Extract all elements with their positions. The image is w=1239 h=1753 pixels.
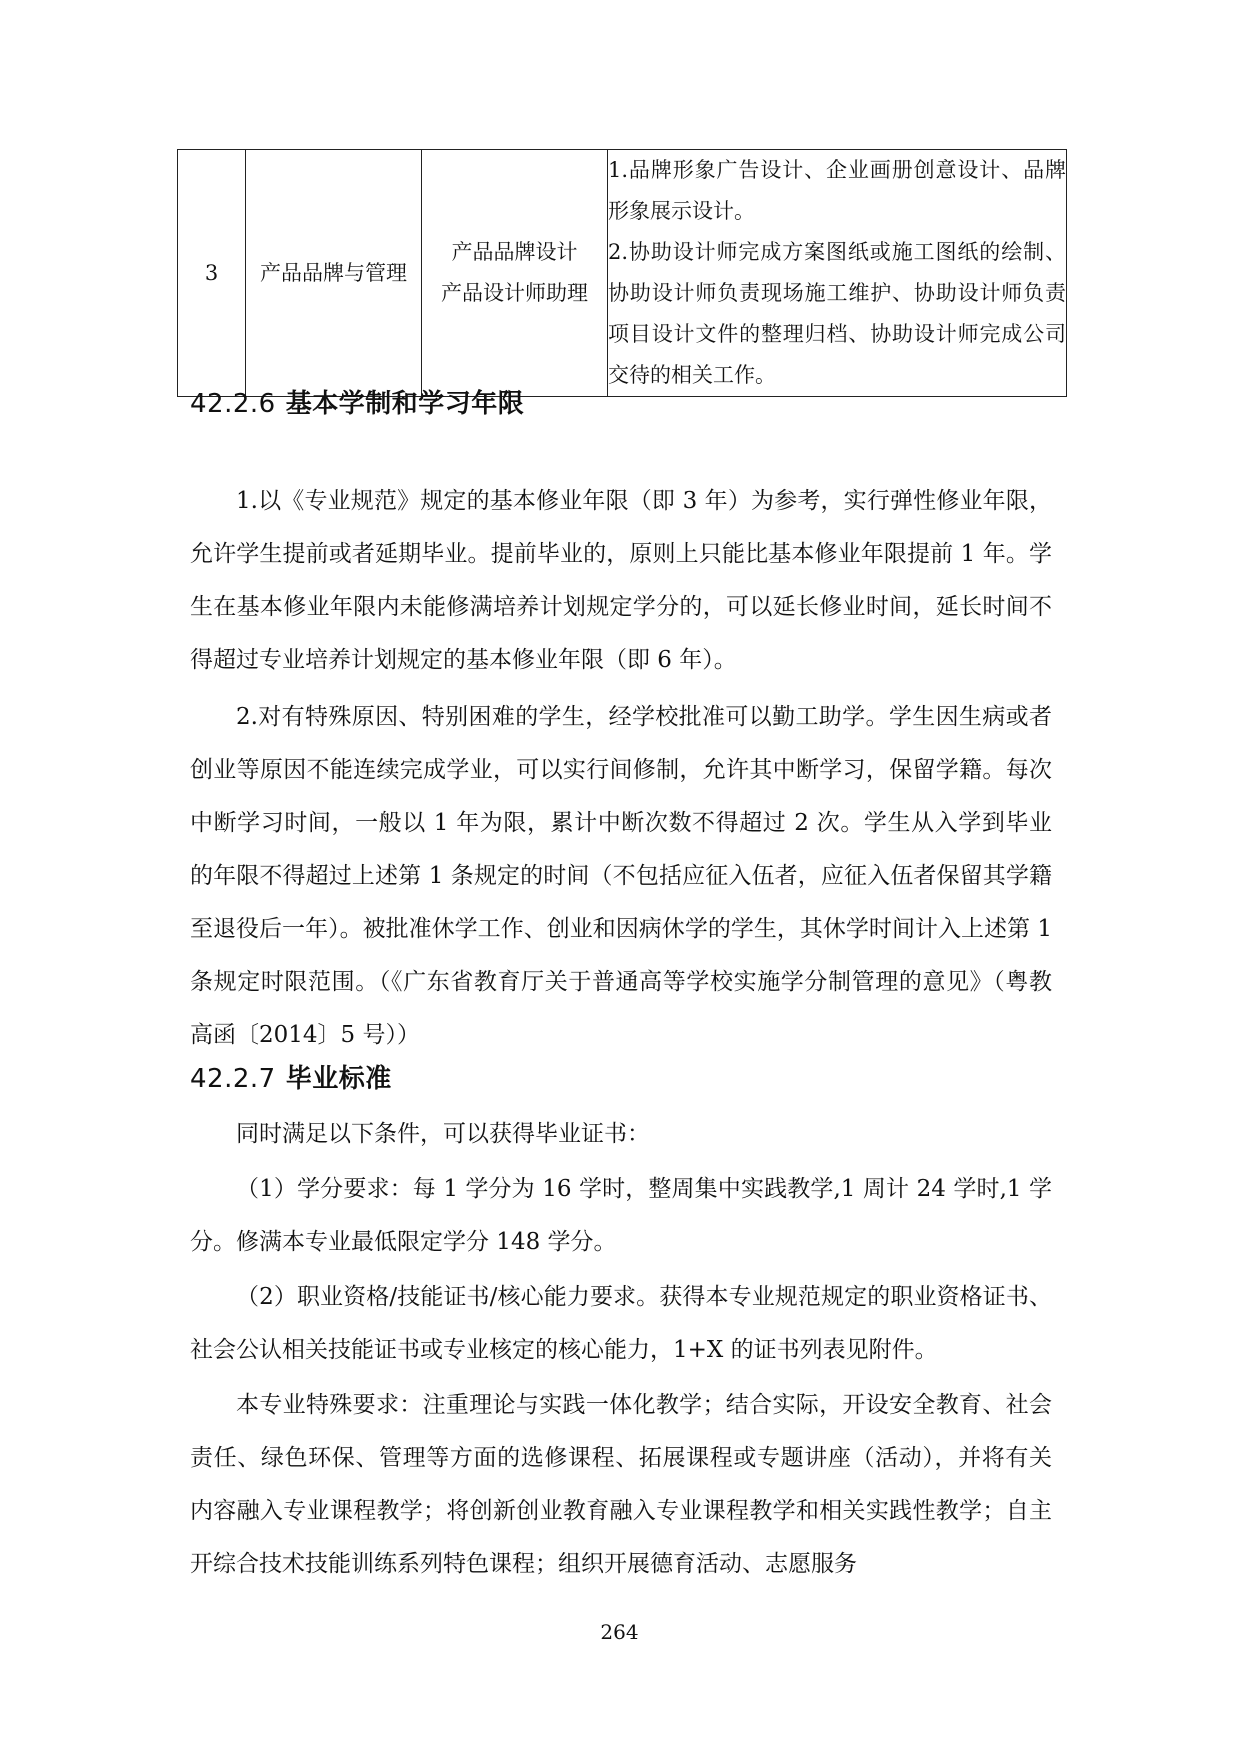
job-title: 产品品牌设计 [451, 240, 578, 264]
paragraph: 本专业特殊要求：注重理论与实践一体化教学；结合实际，开设安全教育、社会责任、绿色环保、管理等方面的选修课程、拓展课程或专题讲座（活动），并将有关内容融入专业课程教学；将创新创业教育融入专业课程教学和相关实践性教学；自主开综合技术技能训练系列特色课程；组织开展德育活动、志愿服务 [190, 1392, 1052, 1577]
paragraph: （2）职业资格/技能证书/核心能力要求。获得本专业规范规定的职业资格证书、社会公认相关技能证书或专业核定的核心能力，1+X 的证书列表见附件。 [190, 1284, 1052, 1363]
section-title: 毕业标准 [285, 1064, 392, 1094]
section-number: 42.2.6 [190, 389, 276, 419]
section-title: 基本学制和学习年限 [285, 389, 525, 419]
duty-item: 1.品牌形象广告设计、企业画册创意设计、品牌形象展示设计。 [608, 158, 1066, 223]
paragraph: 1.以《专业规范》规定的基本修业年限（即 3 年）为参考，实行弹性修业年限，允许学生提前或者延期毕业。提前毕业的，原则上只能比基本修业年限提前 1 年。学生在基本修业年限内未能修满培养计划规定学分的，可以延长修业时间，延长时间不得超过专业培养计划规定的基本修业年限（即 6 年）。 [190, 488, 1052, 673]
section-heading [190, 383, 524, 420]
job-title: 产品设计师助理 [441, 281, 588, 305]
job-field: 产品品牌与管理 [246, 150, 422, 397]
paragraph: 同时满足以下条件，可以获得毕业证书： [236, 1121, 650, 1147]
section-heading [190, 1058, 392, 1095]
page-number: 264 [600, 1620, 639, 1644]
row-number: 3 [178, 150, 246, 397]
job-duties [608, 150, 1067, 397]
job-titles [422, 150, 608, 397]
section-number: 42.2.7 [190, 1064, 276, 1094]
duty-item: 2.协助设计师完成方案图纸或施工图纸的绘制、协助设计师负责现场施工维护、协助设计师负责项目设计文件的整理归档、协助设计师完成公司交待的相关工作。 [608, 240, 1066, 387]
paragraph: 2.对有特殊原因、特别困难的学生，经学校批准可以勤工助学。学生因生病或者创业等原因不能连续完成学业，可以实行间修制，允许其中断学习，保留学籍。每次中断学习时间，一般以 1 年为限，累计中断次数不得超过 2 次。学生从入学到毕业的年限不得超过上述第 1 条规定的时间（不包括应征入伍者，应征入伍者保留其学籍至退役后一年）。被批准休学工作、创业和因病休学的学生，其休学时间计入上述第 1 条规定时限范围。（《广东省教育厅关于普通高等学校实施学分制管理的意见》（粤教高函〔2014〕5 号）） [190, 704, 1052, 1048]
table-row [178, 150, 1067, 397]
job-table [177, 149, 1067, 397]
paragraph: （1）学分要求：每 1 学分为 16 学时，整周集中实践教学,1 周计 24 学时,1 学分。修满本专业最低限定学分 148 学分。 [190, 1176, 1052, 1255]
